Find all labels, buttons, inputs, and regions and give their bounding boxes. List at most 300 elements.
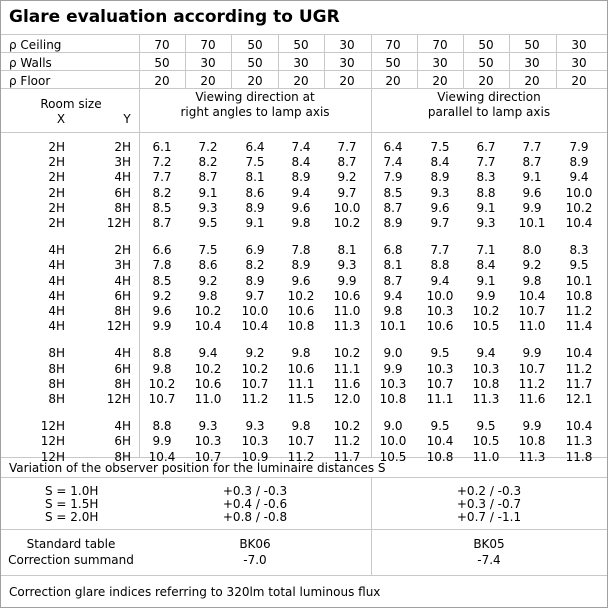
ugr-value-cell: 9.9 [152, 434, 172, 449]
ugr-value-cell: 10.6 [426, 319, 454, 334]
ugr-value-cell: 9.4 [383, 288, 403, 303]
ugr-value-cell: 9.3 [430, 185, 450, 200]
ugr-value-cell: 10.6 [287, 304, 315, 318]
ugr-value-cell: 10.1 [379, 319, 407, 334]
ugr-value-cell: 8.2 [245, 258, 265, 273]
ugr-value-cell: 11.2 [565, 304, 593, 318]
ugr-value-cell: 8.2 [152, 185, 172, 200]
ugr-value-cell: 8.8 [152, 419, 172, 434]
view-par-line1: Viewing direction [437, 90, 541, 104]
ugr-value-cell: 10.2 [241, 361, 269, 376]
ugr-value-cell: 7.2 [198, 140, 218, 154]
reflectance-walls-cell: 50 [385, 56, 401, 70]
view-perp-line2: right angles to lamp axis [180, 105, 330, 119]
variation-par-value: +0.3 / -0.7 [456, 497, 522, 511]
row-x-label: 2H [48, 216, 65, 230]
ugr-value-cell: 10.3 [379, 376, 407, 391]
ugr-value-cell: 8.9 [430, 170, 450, 185]
ugr-value-cell: 10.7 [287, 434, 315, 449]
ugr-value-cell: 9.2 [152, 288, 172, 303]
ugr-value-cell: 9.2 [245, 346, 265, 361]
ugr-value-cell: 10.3 [472, 361, 500, 376]
reflectance-walls-cell: 50 [478, 56, 494, 70]
ugr-value-cell: 9.1 [522, 170, 542, 185]
row-y-label: 4H [114, 419, 131, 434]
variation-perp-value: +0.8 / -0.8 [222, 510, 288, 524]
ugr-value-cell: 9.7 [337, 185, 357, 200]
row-y-label: 12H [106, 319, 131, 334]
ugr-value-cell: 10.2 [148, 376, 176, 391]
ugr-value-cell: 9.0 [383, 419, 403, 434]
ugr-value-cell: 8.9 [245, 200, 265, 215]
row-x-label: 2H [48, 170, 65, 185]
ugr-value-cell: 7.8 [291, 243, 311, 258]
ugr-value-cell: 8.2 [198, 155, 218, 170]
row-x-label: 4H [48, 288, 65, 303]
ugr-value-cell: 10.6 [287, 361, 315, 376]
ugr-value-cell: 10.2 [287, 288, 315, 303]
reflectance-ceiling-cell: 30 [571, 38, 587, 52]
ugr-value-cell: 10.8 [379, 392, 407, 406]
ugr-value-cell: 10.7 [426, 376, 454, 391]
ugr-value-cell: 10.2 [194, 361, 222, 376]
variation-perp-value: +0.4 / -0.6 [222, 497, 288, 511]
ugr-value-cell: 9.5 [476, 419, 496, 434]
ugr-value-cell: 10.0 [426, 288, 454, 303]
correction-summand-label: Correction summand [8, 553, 134, 567]
ugr-value-cell: 9.5 [430, 419, 450, 434]
standard-par: BK05 [473, 537, 505, 551]
reflectance-floor-cell: 20 [200, 74, 216, 88]
variation-par-value: +0.7 / -1.1 [456, 510, 522, 524]
ugr-value-cell: 10.7 [241, 376, 269, 391]
ugr-value-cell: 7.8 [152, 258, 172, 273]
reflectance-ceiling-cell: 50 [478, 38, 494, 52]
ugr-value-cell: 10.4 [565, 346, 593, 361]
row-y-label: 8H [114, 304, 131, 318]
ugr-value-cell: 7.9 [569, 140, 589, 154]
ugr-value-cell: 6.4 [383, 140, 403, 154]
view-par-line2: parallel to lamp axis [427, 105, 551, 119]
ugr-value-cell: 8.5 [152, 200, 172, 215]
ugr-value-cell: 6.4 [245, 140, 265, 154]
ugr-value-cell: 10.6 [333, 288, 361, 303]
variation-label: Variation of the observer position for the luminaire distances S [9, 461, 386, 475]
ugr-value-cell: 8.6 [198, 258, 218, 273]
reflectance-ceiling-cell: 50 [247, 38, 263, 52]
row-y-label: 12H [106, 392, 131, 406]
ugr-value-cell: 8.0 [522, 243, 542, 258]
ugr-value-cell: 10.5 [472, 434, 500, 449]
ugr-value-cell: 9.5 [430, 346, 450, 361]
ugr-value-cell: 10.9 [241, 449, 269, 464]
reflectance-ceiling-cell: 70 [432, 38, 448, 52]
row-y-label: 2H [114, 243, 131, 258]
floor-label: ρ Floor [9, 74, 51, 88]
ugr-value-cell: 10.4 [518, 288, 546, 303]
ugr-value-cell: 9.4 [569, 170, 589, 185]
ugr-value-cell: 8.3 [569, 243, 589, 258]
ugr-value-cell: 7.7 [476, 155, 496, 170]
ugr-value-cell: 8.4 [291, 155, 311, 170]
grid-line [1, 132, 607, 133]
ugr-value-cell: 8.7 [383, 200, 403, 215]
ugr-value-cell: 7.5 [430, 140, 450, 154]
ugr-value-cell: 10.3 [426, 304, 454, 318]
ugr-value-cell: 11.2 [287, 449, 315, 464]
ugr-value-cell: 8.1 [383, 258, 403, 273]
row-x-label: 4H [48, 243, 65, 258]
ugr-value-cell: 7.1 [476, 243, 496, 258]
ugr-value-cell: 6.6 [152, 243, 172, 258]
reflectance-floor-cell: 20 [154, 74, 170, 88]
ugr-value-cell: 10.4 [565, 419, 593, 434]
reflectance-floor-cell: 20 [571, 74, 587, 88]
grid-line [278, 34, 279, 88]
row-x-label: 2H [48, 140, 65, 154]
ugr-value-cell: 9.3 [337, 258, 357, 273]
ugr-value-cell: 9.6 [152, 304, 172, 318]
reflectance-walls-cell: 50 [154, 56, 170, 70]
correction-par: -7.4 [477, 553, 501, 567]
ugr-value-cell: 10.4 [194, 319, 222, 334]
standard-table-label: Standard table [26, 537, 116, 551]
ugr-value-cell: 10.8 [518, 434, 546, 449]
ugr-value-cell: 9.6 [522, 185, 542, 200]
row-x-label: 12H [40, 434, 65, 449]
page-title: Glare evaluation according to UGR [9, 7, 340, 27]
reflectance-walls-cell: 50 [247, 56, 263, 70]
row-y-label: 3H [114, 258, 131, 273]
row-y-label: 6H [114, 361, 131, 376]
ugr-value-cell: 8.9 [291, 170, 311, 185]
ugr-value-cell: 9.3 [198, 200, 218, 215]
ugr-value-cell: 10.8 [287, 319, 315, 334]
reflectance-floor-cell: 20 [478, 74, 494, 88]
ugr-value-cell: 9.1 [476, 200, 496, 215]
ugr-value-cell: 8.9 [569, 155, 589, 170]
ugr-value-cell: 10.2 [333, 216, 361, 230]
ugr-value-cell: 10.3 [194, 434, 222, 449]
ugr-value-cell: 8.9 [245, 273, 265, 288]
ugr-value-cell: 9.3 [245, 419, 265, 434]
ugr-value-cell: 10.7 [518, 304, 546, 318]
grid-line [1, 575, 607, 576]
ugr-value-cell: 12.0 [333, 392, 361, 406]
ugr-value-cell: 8.1 [337, 243, 357, 258]
ugr-value-cell: 10.8 [565, 288, 593, 303]
ugr-value-cell: 9.9 [337, 273, 357, 288]
ugr-value-cell: 6.7 [476, 140, 496, 154]
row-x-label: 2H [48, 185, 65, 200]
x-label: X [56, 112, 66, 126]
grid-line [463, 34, 464, 88]
ugr-value-cell: 10.7 [194, 449, 222, 464]
ugr-value-cell: 9.9 [522, 419, 542, 434]
ugr-value-cell: 9.9 [383, 361, 403, 376]
ugr-value-cell: 11.5 [287, 392, 315, 406]
row-x-label: 12H [40, 419, 65, 434]
ugr-value-cell: 11.8 [565, 449, 593, 464]
row-y-label: 3H [114, 155, 131, 170]
ugr-value-cell: 9.8 [522, 273, 542, 288]
ugr-value-cell: 10.0 [565, 185, 593, 200]
reflectance-ceiling-cell: 70 [154, 38, 170, 52]
ugr-value-cell: 9.8 [383, 304, 403, 318]
row-x-label: 12H [40, 449, 65, 464]
ugr-value-cell: 7.7 [522, 140, 542, 154]
ugr-value-cell: 9.2 [337, 170, 357, 185]
reflectance-walls-cell: 30 [432, 56, 448, 70]
ugr-value-cell: 10.1 [518, 216, 546, 230]
row-x-label: 8H [48, 376, 65, 391]
footer-note: Correction glare indices referring to 320lm total luminous flux [9, 585, 381, 599]
ugr-value-cell: 11.2 [333, 434, 361, 449]
ugr-value-cell: 7.2 [152, 155, 172, 170]
ugr-value-cell: 10.2 [333, 419, 361, 434]
standard-perp: BK06 [239, 537, 271, 551]
row-y-label: 2H [114, 140, 131, 154]
ugr-value-cell: 8.8 [476, 185, 496, 200]
reflectance-ceiling-cell: 70 [385, 38, 401, 52]
grid-line [371, 34, 372, 88]
ugr-value-cell: 11.0 [194, 392, 222, 406]
ugr-value-cell: 6.1 [152, 140, 172, 154]
reflectance-ceiling-cell: 30 [339, 38, 355, 52]
ugr-value-cell: 9.5 [569, 258, 589, 273]
ugr-value-cell: 6.8 [383, 243, 403, 258]
grid-line [556, 34, 557, 88]
variation-s-label: S = 2.0H [45, 510, 99, 524]
ugr-value-cell: 11.0 [518, 319, 546, 334]
grid-line [509, 34, 510, 88]
ugr-value-cell: 10.7 [518, 361, 546, 376]
ugr-value-cell: 8.4 [430, 155, 450, 170]
ugr-value-cell: 7.4 [383, 155, 403, 170]
ugr-value-cell: 11.3 [333, 319, 361, 334]
ugr-value-cell: 9.7 [245, 288, 265, 303]
ugr-value-cell: 9.1 [245, 216, 265, 230]
ugr-value-cell: 11.6 [333, 376, 361, 391]
ugr-value-cell: 10.8 [472, 376, 500, 391]
ugr-value-cell: 8.1 [245, 170, 265, 185]
ugr-value-cell: 12.1 [565, 392, 593, 406]
row-x-label: 4H [48, 319, 65, 334]
ugr-value-cell: 9.4 [476, 346, 496, 361]
ugr-value-cell: 8.7 [522, 155, 542, 170]
ugr-value-cell: 9.1 [198, 185, 218, 200]
grid-line [324, 34, 325, 88]
ugr-value-cell: 8.4 [476, 258, 496, 273]
ugr-value-cell: 9.9 [476, 288, 496, 303]
ugr-value-cell: 10.8 [426, 449, 454, 464]
ugr-value-cell: 9.3 [198, 419, 218, 434]
ugr-value-cell: 11.1 [426, 392, 454, 406]
ugr-value-cell: 9.2 [198, 273, 218, 288]
ugr-value-cell: 10.3 [241, 434, 269, 449]
reflectance-floor-cell: 20 [524, 74, 540, 88]
grid-line [185, 34, 186, 88]
row-y-label: 4H [114, 346, 131, 361]
ugr-value-cell: 9.2 [522, 258, 542, 273]
ugr-value-cell: 10.7 [148, 392, 176, 406]
variation-s-label: S = 1.0H [45, 484, 99, 498]
reflectance-ceiling-cell: 50 [293, 38, 309, 52]
ugr-value-cell: 11.2 [241, 392, 269, 406]
ugr-value-cell: 7.7 [152, 170, 172, 185]
reflectance-walls-cell: 30 [200, 56, 216, 70]
ugr-value-cell: 11.3 [565, 434, 593, 449]
ugr-value-cell: 10.2 [194, 304, 222, 318]
y-label: Y [123, 112, 131, 126]
walls-label: ρ Walls [9, 56, 52, 70]
row-x-label: 2H [48, 155, 65, 170]
reflectance-walls-cell: 30 [524, 56, 540, 70]
ugr-value-cell: 9.8 [198, 288, 218, 303]
ugr-value-cell: 7.9 [383, 170, 403, 185]
room-size-label: Room size [40, 97, 102, 111]
ugr-value-cell: 9.3 [476, 216, 496, 230]
ugr-value-cell: 10.0 [241, 304, 269, 318]
correction-perp: -7.0 [243, 553, 267, 567]
ugr-value-cell: 11.3 [518, 449, 546, 464]
grid-line [231, 34, 232, 88]
ugr-value-cell: 7.7 [430, 243, 450, 258]
ugr-value-cell: 11.7 [333, 449, 361, 464]
ugr-value-cell: 10.4 [565, 216, 593, 230]
ugr-value-cell: 9.8 [291, 216, 311, 230]
row-y-label: 8H [114, 449, 131, 464]
ugr-value-cell: 11.0 [333, 304, 361, 318]
ugr-value-cell: 9.8 [291, 419, 311, 434]
ugr-value-cell: 9.5 [198, 216, 218, 230]
row-y-label: 8H [114, 376, 131, 391]
reflectance-ceiling-cell: 70 [200, 38, 216, 52]
row-y-label: 6H [114, 288, 131, 303]
ugr-value-cell: 8.8 [430, 258, 450, 273]
ugr-value-cell: 11.2 [565, 361, 593, 376]
ugr-value-cell: 8.7 [198, 170, 218, 185]
ugr-value-cell: 10.5 [472, 319, 500, 334]
ugr-value-cell: 9.9 [522, 346, 542, 361]
ugr-value-cell: 10.5 [379, 449, 407, 464]
grid-line [417, 34, 418, 88]
reflectance-walls-cell: 30 [293, 56, 309, 70]
variation-perp-value: +0.3 / -0.3 [222, 484, 288, 498]
ugr-value-cell: 10.2 [472, 304, 500, 318]
variation-par-value: +0.2 / -0.3 [456, 484, 522, 498]
ugr-value-cell: 9.7 [430, 216, 450, 230]
ugr-value-cell: 10.4 [426, 434, 454, 449]
ugr-value-cell: 10.6 [194, 376, 222, 391]
row-y-label: 4H [114, 170, 131, 185]
row-x-label: 2H [48, 200, 65, 215]
ugr-value-cell: 8.6 [245, 185, 265, 200]
ugr-value-cell: 9.8 [291, 346, 311, 361]
ugr-value-cell: 10.0 [379, 434, 407, 449]
ugr-value-cell: 8.7 [383, 273, 403, 288]
ugr-value-cell: 10.2 [565, 200, 593, 215]
ugr-value-cell: 8.5 [152, 273, 172, 288]
ugr-value-cell: 9.6 [291, 200, 311, 215]
ugr-value-cell: 8.7 [152, 216, 172, 230]
ugr-value-cell: 10.3 [426, 361, 454, 376]
row-y-label: 6H [114, 185, 131, 200]
ugr-value-cell: 11.1 [287, 376, 315, 391]
ugr-value-cell: 9.6 [430, 200, 450, 215]
ugr-value-cell: 9.0 [383, 346, 403, 361]
ugr-value-cell: 8.5 [383, 185, 403, 200]
ugr-value-cell: 7.4 [291, 140, 311, 154]
reflectance-floor-cell: 20 [293, 74, 309, 88]
ugr-value-cell: 8.9 [383, 216, 403, 230]
ugr-value-cell: 9.4 [291, 185, 311, 200]
reflectance-ceiling-cell: 50 [524, 38, 540, 52]
ugr-value-cell: 9.6 [291, 273, 311, 288]
ugr-value-cell: 11.0 [472, 449, 500, 464]
row-x-label: 8H [48, 361, 65, 376]
grid-line [1, 529, 607, 530]
ugr-value-cell: 7.7 [337, 140, 357, 154]
ugr-value-cell: 11.4 [565, 319, 593, 334]
variation-s-label: S = 1.5H [45, 497, 99, 511]
ugr-value-cell: 11.3 [472, 392, 500, 406]
row-x-label: 4H [48, 258, 65, 273]
view-perp-line1: Viewing direction at [195, 90, 315, 104]
ugr-value-cell: 10.2 [333, 346, 361, 361]
ugr-value-cell: 8.7 [337, 155, 357, 170]
reflectance-floor-cell: 20 [432, 74, 448, 88]
ugr-value-cell: 7.5 [198, 243, 218, 258]
reflectance-walls-cell: 30 [339, 56, 355, 70]
ugr-value-cell: 10.1 [565, 273, 593, 288]
row-y-label: 12H [106, 216, 131, 230]
grid-line [1, 477, 607, 478]
grid-line [1, 34, 607, 35]
grid-line [139, 34, 140, 88]
row-x-label: 4H [48, 273, 65, 288]
ugr-value-cell: 8.3 [476, 170, 496, 185]
row-y-label: 4H [114, 273, 131, 288]
row-y-label: 6H [114, 434, 131, 449]
ugr-value-cell: 11.1 [333, 361, 361, 376]
row-y-label: 8H [114, 200, 131, 215]
row-x-label: 8H [48, 346, 65, 361]
ugr-value-cell: 9.4 [198, 346, 218, 361]
ugr-value-cell: 10.4 [241, 319, 269, 334]
ugr-value-cell: 9.8 [152, 361, 172, 376]
reflectance-floor-cell: 20 [247, 74, 263, 88]
ugr-value-cell: 11.2 [518, 376, 546, 391]
ugr-value-cell: 9.9 [522, 200, 542, 215]
ugr-value-cell: 7.5 [245, 155, 265, 170]
ugr-value-cell: 8.9 [291, 258, 311, 273]
reflectance-floor-cell: 20 [385, 74, 401, 88]
reflectance-walls-cell: 30 [571, 56, 587, 70]
row-x-label: 4H [48, 304, 65, 318]
ceiling-label: ρ Ceiling [9, 38, 62, 52]
row-x-label: 8H [48, 392, 65, 406]
ugr-value-cell: 10.4 [148, 449, 176, 464]
reflectance-floor-cell: 20 [339, 74, 355, 88]
ugr-value-cell: 11.7 [565, 376, 593, 391]
ugr-value-cell: 9.1 [476, 273, 496, 288]
ugr-value-cell: 8.8 [152, 346, 172, 361]
ugr-value-cell: 6.9 [245, 243, 265, 258]
ugr-value-cell: 10.0 [333, 200, 361, 215]
ugr-value-cell: 9.4 [430, 273, 450, 288]
ugr-value-cell: 11.6 [518, 392, 546, 406]
